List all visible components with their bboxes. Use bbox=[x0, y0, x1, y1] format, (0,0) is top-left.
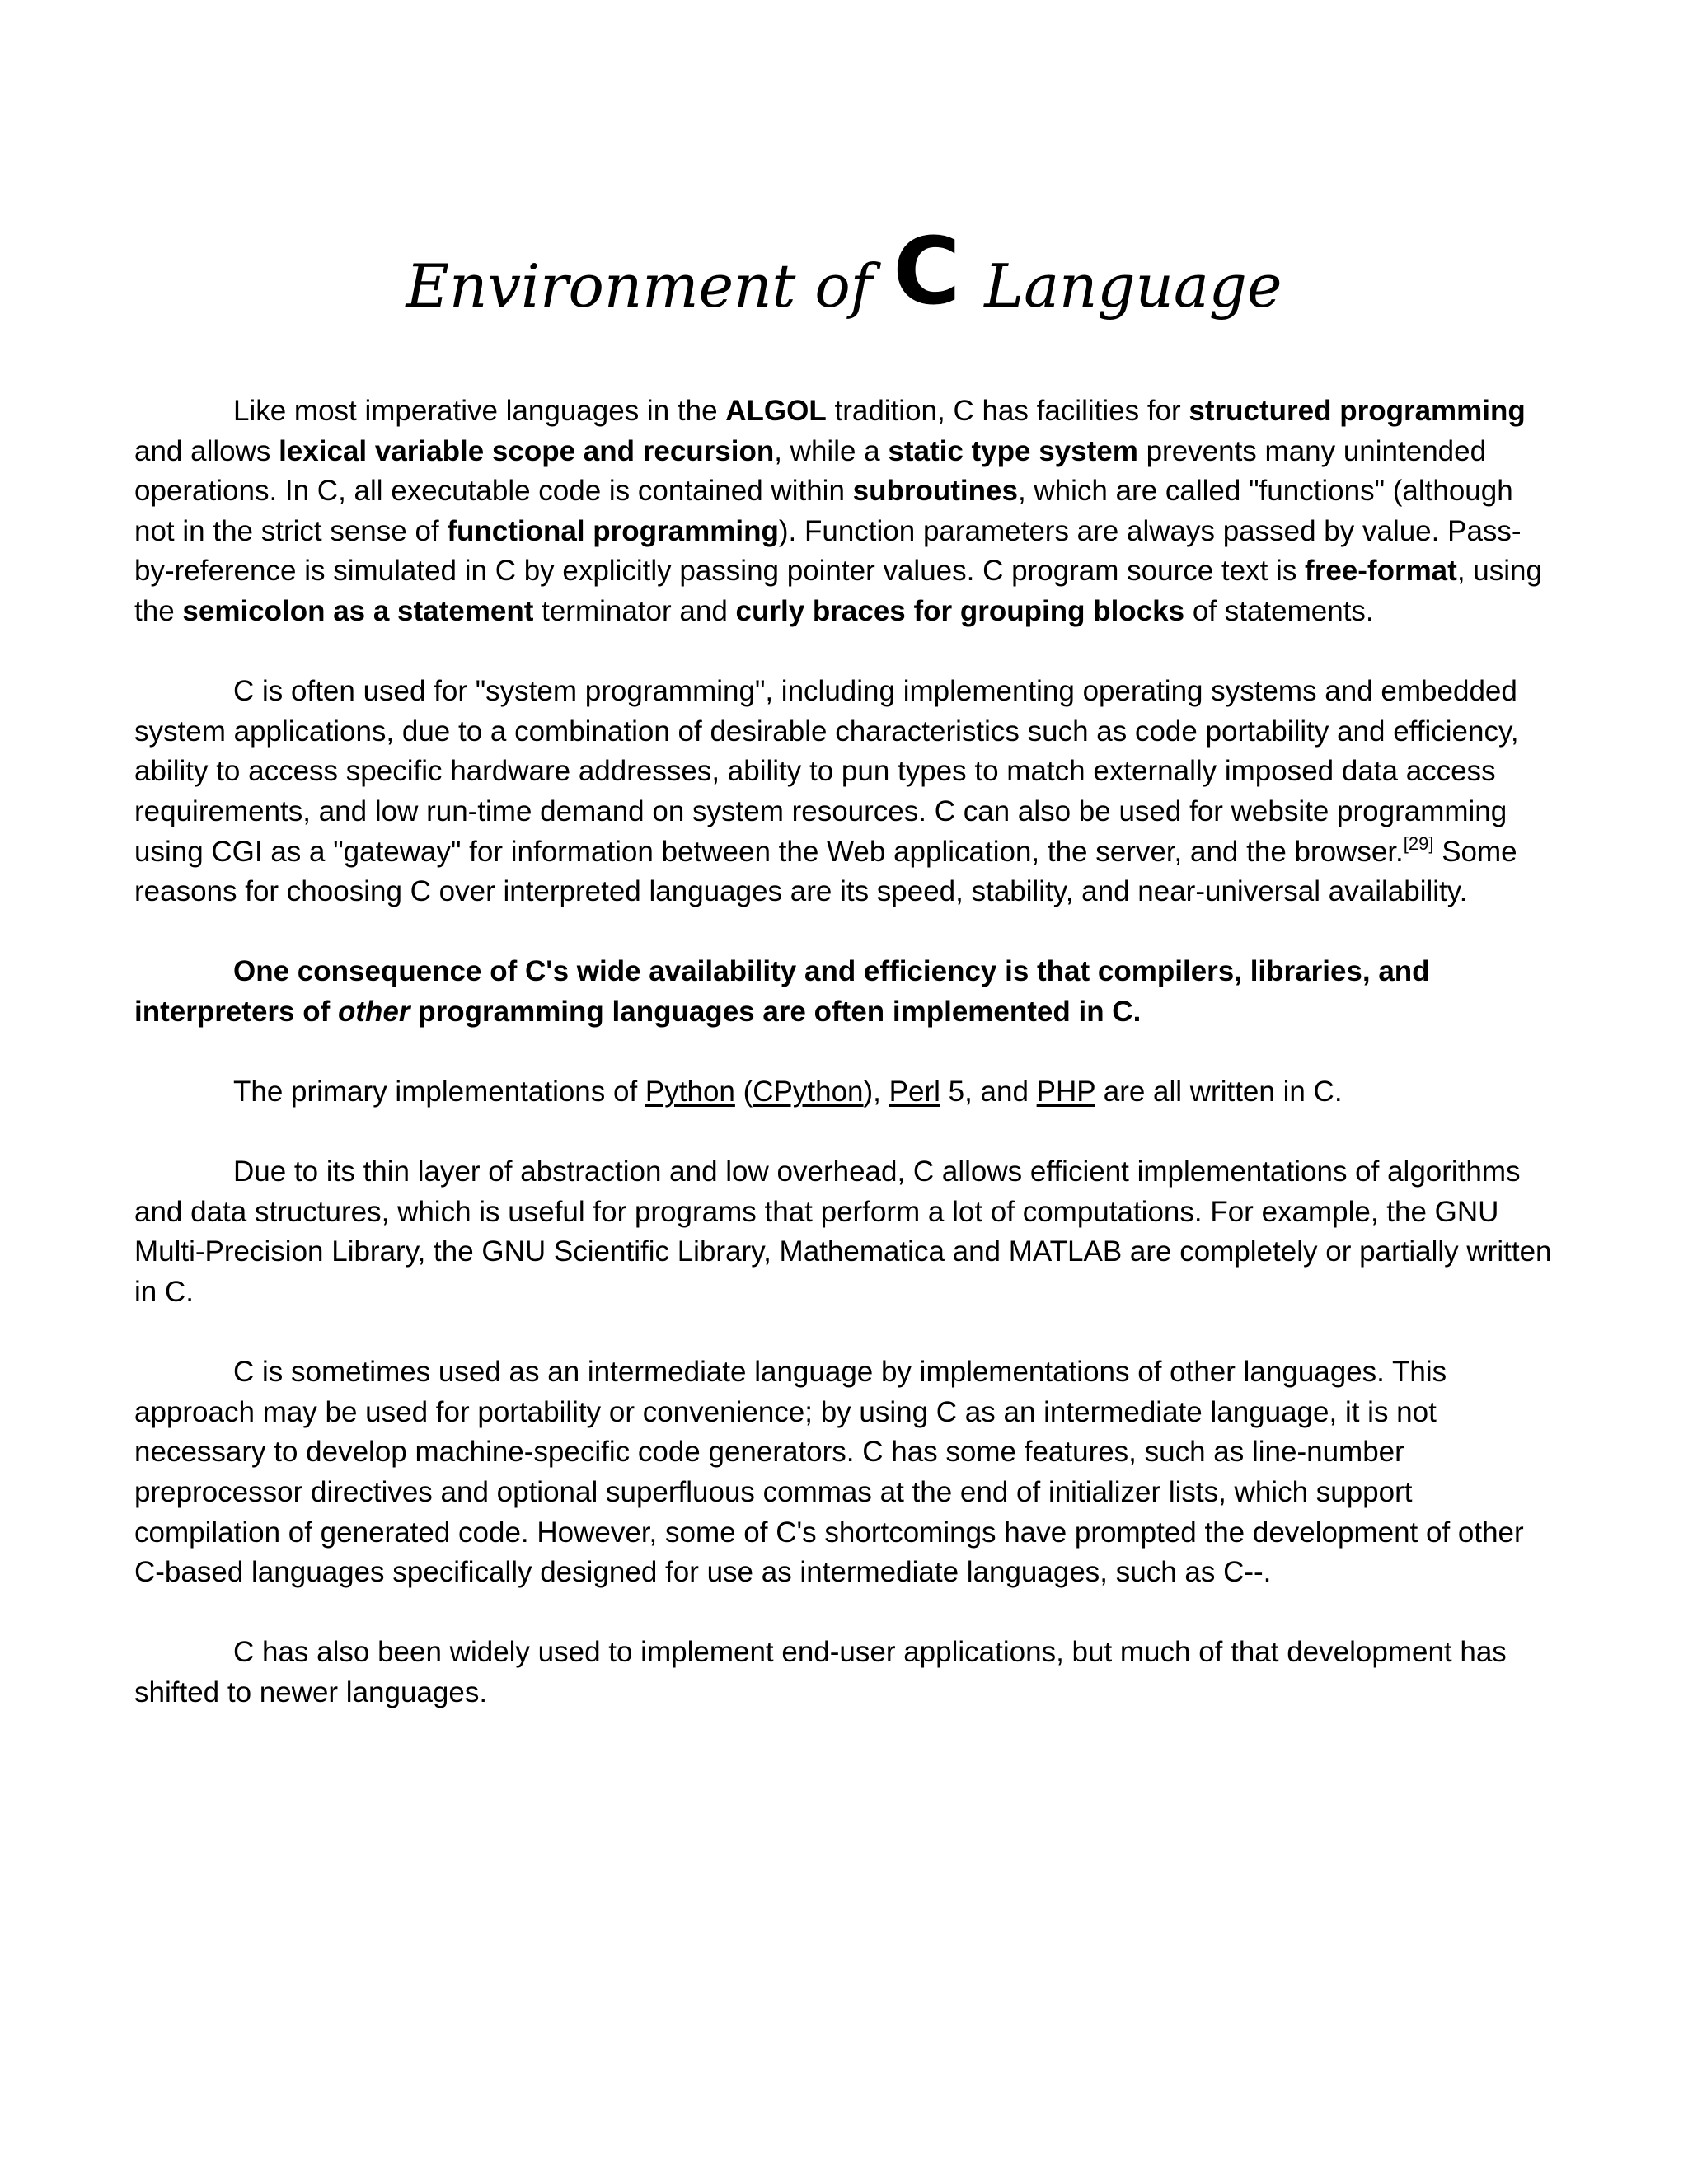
bold-text: free-format bbox=[1305, 555, 1457, 588]
bold-text: ALGOL bbox=[725, 395, 827, 427]
text-run: Due to its thin layer of abstraction and low overhead, C allows efficient implementations of algorithms and data structures, which is useful for programs that perform a lot of computations. For example, the GNU Multi-Precision Library, the GNU Scientific Library, Mathematica and MATLAB are completely or partially written in C. bbox=[134, 1155, 1552, 1309]
text-run: The primary implementations of bbox=[233, 1076, 645, 1108]
bold-italic-text: other bbox=[338, 995, 410, 1028]
paragraph bbox=[134, 672, 1552, 912]
text-run: of statements. bbox=[1184, 594, 1374, 627]
paragraph bbox=[134, 952, 1552, 1032]
bold-text: programming languages are often implemented in C. bbox=[410, 995, 1142, 1028]
bold-text: curly braces for grouping blocks bbox=[735, 594, 1185, 627]
bold-text: semicolon as a statement bbox=[182, 594, 534, 627]
text-run: ), bbox=[863, 1076, 889, 1108]
text-run: terminator and bbox=[533, 594, 736, 627]
text-run: are all written in C. bbox=[1095, 1076, 1343, 1108]
text-run: ). Function parameters are always passed by value. Pass-by-reference is simulated in C by explicitly passing pointer values. C program source text is bbox=[134, 514, 1522, 588]
bold-text: subroutines bbox=[852, 475, 1018, 508]
bold-text: static type system bbox=[888, 434, 1138, 467]
document-title bbox=[0, 218, 1688, 340]
paragraph bbox=[134, 391, 1552, 632]
paragraph bbox=[134, 1072, 1552, 1113]
text-run: Some reasons for choosing C over interpreted languages are its speed, stability, and near-universal availability. bbox=[134, 835, 1517, 908]
paragraph bbox=[134, 1352, 1552, 1593]
text-run: Like most imperative languages in the bbox=[233, 395, 726, 427]
paragraph bbox=[134, 1152, 1552, 1312]
bold-text: functional programming bbox=[447, 514, 779, 547]
link-text[interactable]: PHP bbox=[1036, 1076, 1095, 1108]
bold-text: One consequence of C's wide availability and efficiency is that compilers, libraries, and interpreters of bbox=[134, 955, 1430, 1028]
text-run: 5, and bbox=[940, 1076, 1037, 1108]
text-run: , which are called "functions" (although not in the strict sense of bbox=[134, 475, 1513, 547]
text-run: and allows bbox=[134, 434, 279, 467]
link-text[interactable]: CPython bbox=[753, 1076, 864, 1108]
title-c-letter: C bbox=[893, 218, 961, 326]
text-run: tradition, C has facilities for bbox=[826, 395, 1189, 427]
text-run: prevents many unintended operations. In C, all executable code is contained within bbox=[134, 434, 1487, 508]
text-run: , using the bbox=[134, 555, 1542, 627]
document-body bbox=[134, 391, 1552, 1753]
link-text[interactable]: Python bbox=[645, 1076, 735, 1108]
text-run: C has also been widely used to implement end-user applications, but much of that development has shifted to newer languages. bbox=[134, 1636, 1507, 1708]
text-run: ( bbox=[734, 1076, 753, 1108]
citation-reference: [29] bbox=[1403, 832, 1434, 854]
title-suffix: Language bbox=[965, 251, 1282, 321]
link-text[interactable]: Perl bbox=[889, 1076, 940, 1108]
text-run: , while a bbox=[774, 434, 889, 467]
text-run: C is sometimes used as an intermediate language by implementations of other languages. This approach may be used for portability or convenience; by using C as an intermediate language, it is not necessary to develop machine-specific code generators. C has some features, such as line-number preprocessor directives and optional superfluous commas at the end of initializer lists, which support compilation of generated code. However, some of C's shortcomings have prompted the development of other C-based languages specifically designed for use as intermediate languages, such as C--. bbox=[134, 1356, 1524, 1589]
title-prefix: Environment of bbox=[406, 251, 892, 321]
paragraph bbox=[134, 1633, 1552, 1713]
text-run: C is often used for "system programming", including implementing operating systems and embedded system applications, due to a combination of desirable characteristics such as code portability and efficiency, ability to access specific hardware addresses, ability to pun types to match externally imposed data access requirements, and low run-time demand on system resources. C can also be used for website programming using CGI as a "gateway" for information between the Web application, the server, and the browser. bbox=[134, 675, 1519, 868]
bold-text: lexical variable scope and recursion bbox=[279, 434, 775, 467]
bold-text: structured programming bbox=[1189, 395, 1526, 427]
